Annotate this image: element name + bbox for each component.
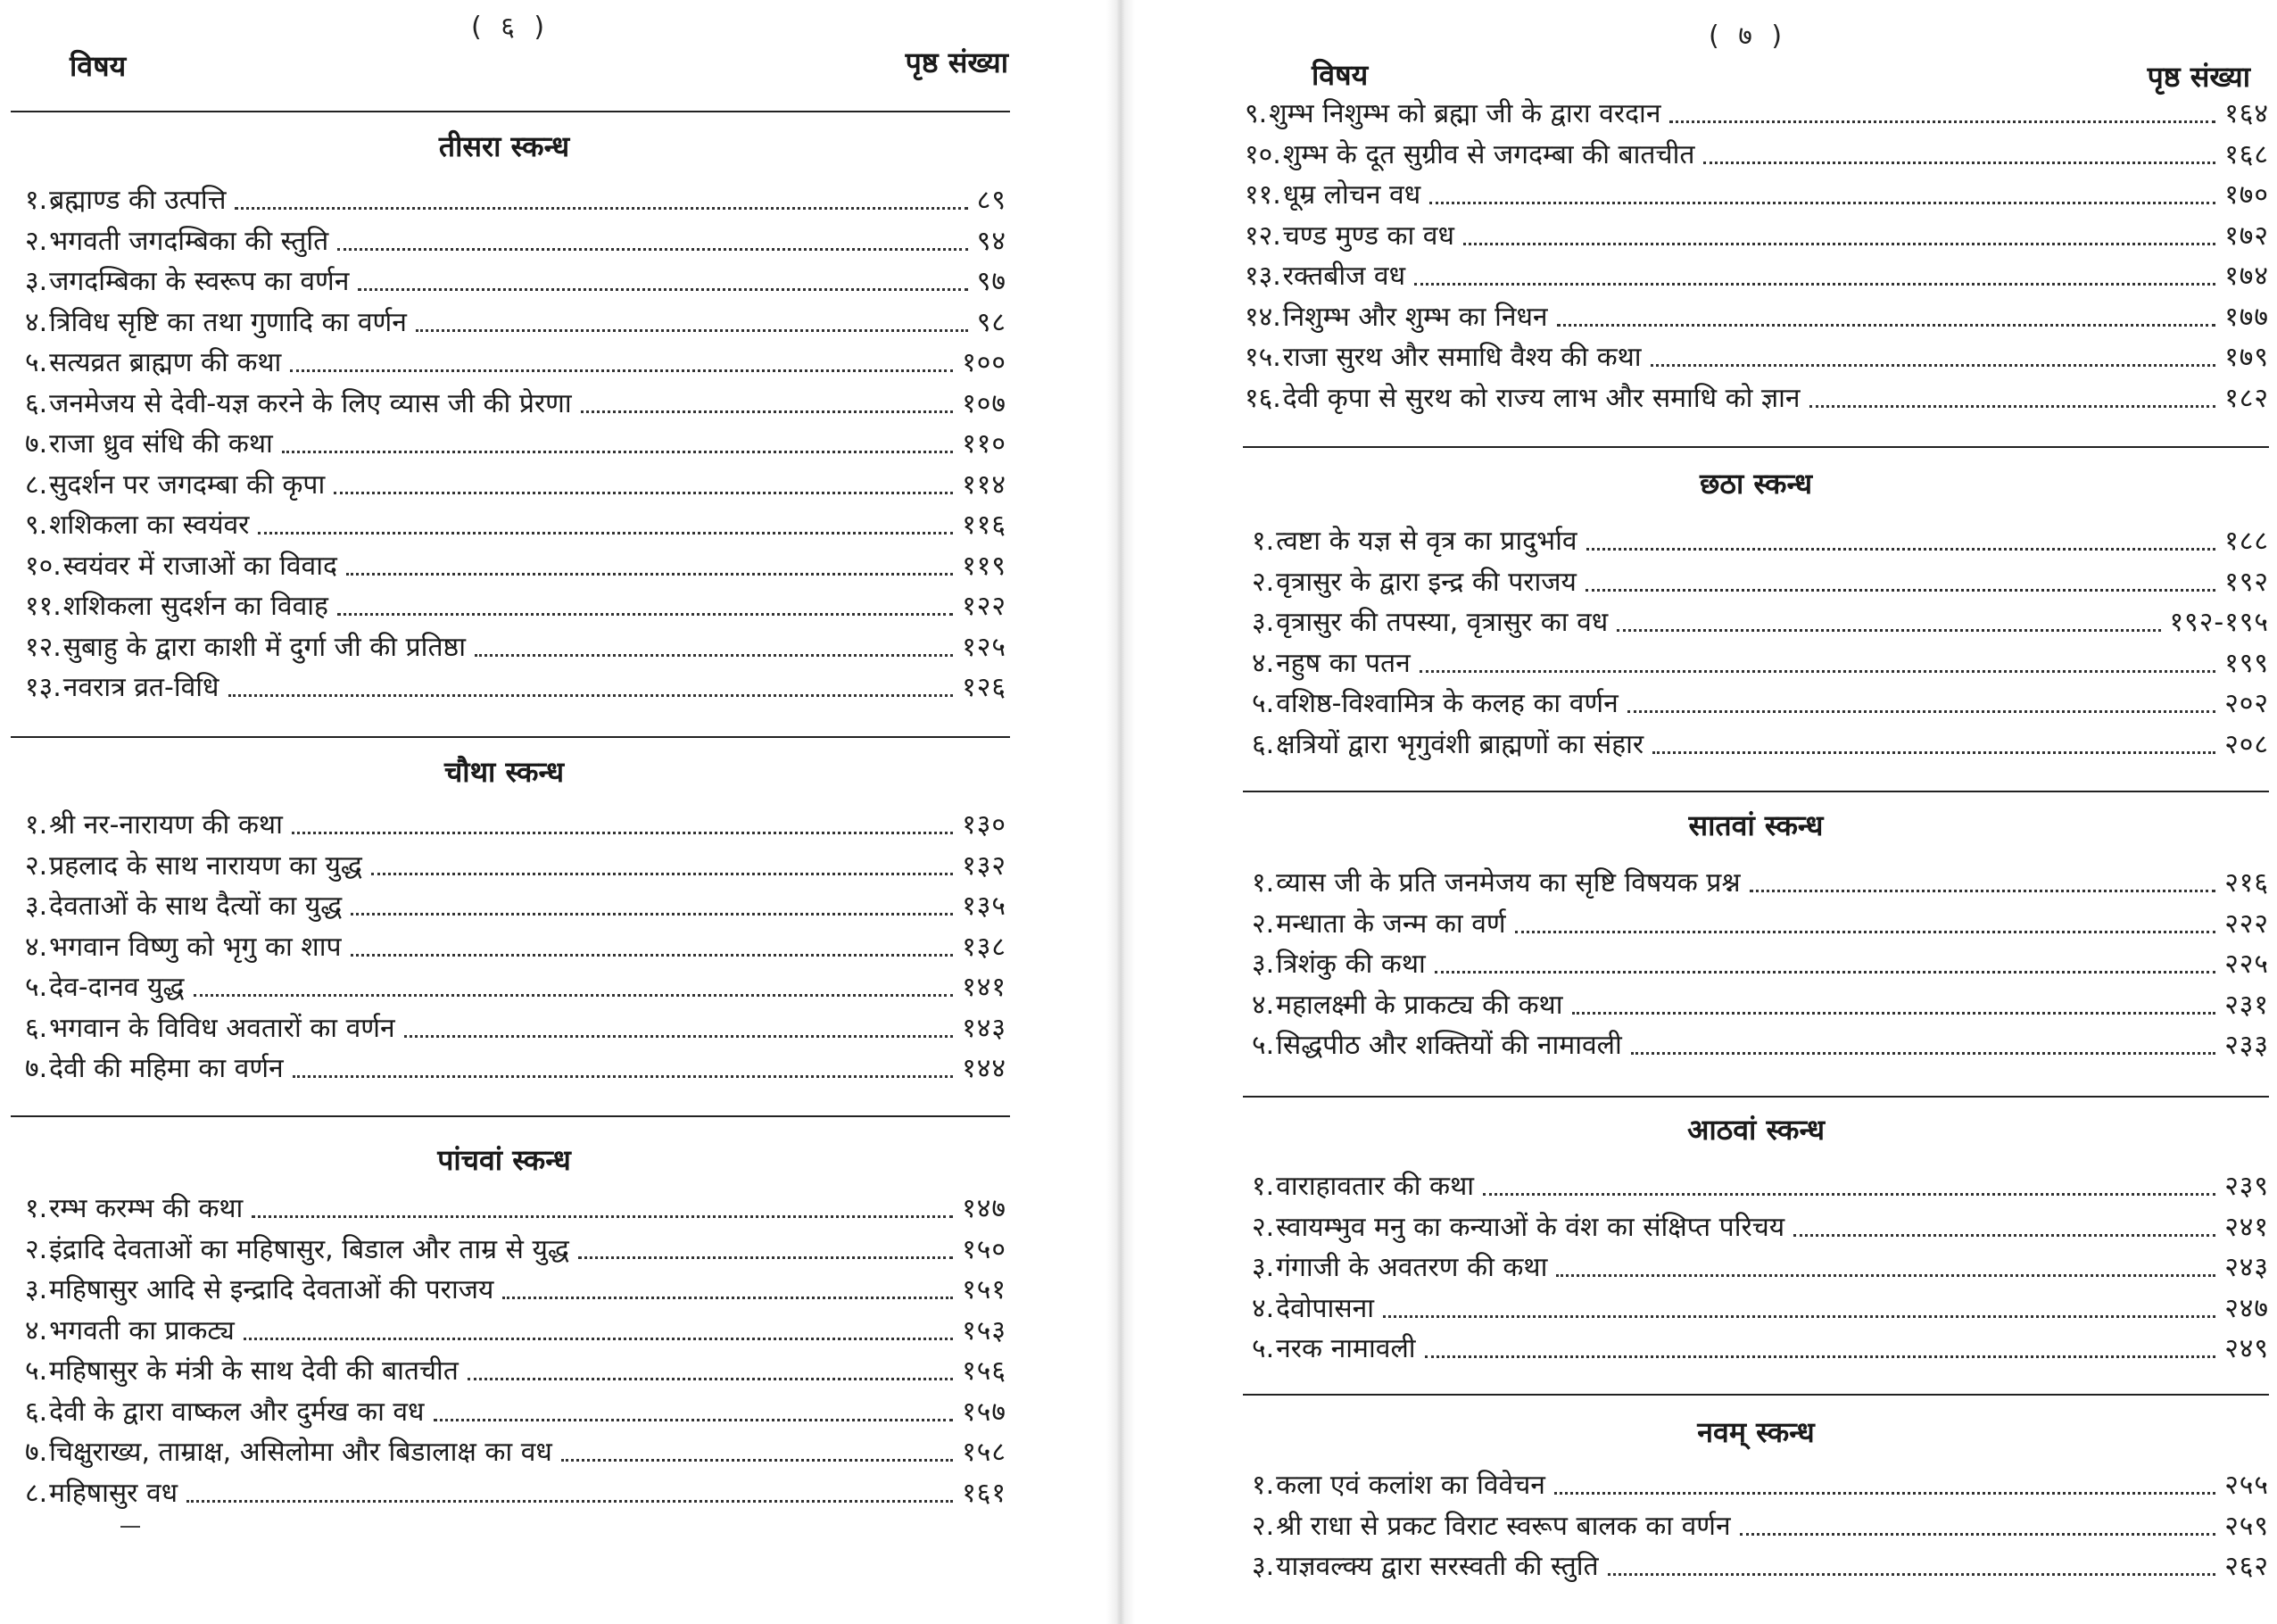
entry-number: ७. — [25, 1053, 48, 1084]
entry-title: जनमेजय से देवी-यज्ञ करने के लिए व्यास जी की प्रेरणा — [49, 387, 572, 419]
entry-number: ९. — [1245, 98, 1268, 129]
dot-leader — [1420, 670, 2215, 673]
toc-entry — [1245, 300, 2269, 336]
entry-page-number: २०८ — [2224, 728, 2269, 760]
toc-entry — [1252, 1509, 2269, 1545]
entry-page-number: २४७ — [2224, 1292, 2269, 1324]
section-divider — [1243, 1394, 2269, 1396]
left-page — [0, 0, 1115, 1624]
entry-number: ९. — [25, 510, 48, 541]
dot-leader — [1425, 1355, 2216, 1358]
entry-page-number: १२५ — [962, 631, 1006, 663]
entry-title: देवोपासना — [1276, 1292, 1375, 1324]
entry-title: भगवती जगदम्बिका की स्तुति — [49, 225, 329, 257]
entry-page-number: १५० — [962, 1233, 1006, 1265]
toc-entry — [25, 1191, 1006, 1227]
entry-number: १०. — [25, 550, 62, 582]
entry-title: महिषासुर वध — [49, 1477, 178, 1509]
section-title: छठा स्कन्ध — [1699, 467, 1813, 501]
dot-leader — [1463, 243, 2215, 245]
entry-number: १. — [1252, 526, 1275, 557]
dot-leader — [228, 694, 954, 697]
entry-title: रम्भ करम्भ की कथा — [49, 1193, 244, 1224]
dot-leader — [578, 1256, 953, 1259]
entry-number: ११. — [1245, 179, 1281, 211]
entry-number: १. — [25, 185, 48, 216]
entry-title: महालक्ष्मी के प्राकट्य की कथा — [1276, 989, 1563, 1021]
entry-number: ३. — [1252, 949, 1275, 980]
dot-leader — [404, 1035, 954, 1038]
entry-page-number: १५६ — [962, 1355, 1006, 1387]
dot-leader — [258, 532, 953, 534]
dot-leader — [1515, 931, 2216, 933]
entry-number: ८. — [25, 1477, 48, 1509]
entry-page-number: १५८ — [962, 1437, 1006, 1468]
section-divider — [11, 1115, 1010, 1117]
dot-leader — [292, 832, 953, 834]
entry-page-number: १५७ — [962, 1396, 1006, 1428]
toc-entry — [25, 589, 1006, 625]
dot-leader — [1627, 710, 2215, 713]
section-divider — [1243, 1096, 2269, 1098]
entry-page-number: १३८ — [962, 931, 1006, 963]
entry-title: इंद्रादि देवताओं का महिषासुर, बिडाल और ताम्र से युद्ध — [49, 1233, 569, 1265]
entry-page-number: १६१ — [962, 1477, 1006, 1509]
toc-entry — [1252, 1169, 2269, 1205]
entry-page-number: २२५ — [2224, 949, 2269, 980]
dot-leader — [1809, 405, 2216, 408]
entry-title: ब्रह्माण्ड की उत्पत्ति — [49, 185, 227, 216]
entry-page-number: २३३ — [2224, 1030, 2269, 1061]
entry-title: वृत्रासुर की तपस्या, वृत्रासुर का वध — [1276, 607, 1609, 638]
toc-entry — [1252, 686, 2269, 722]
toc-entry — [1252, 1549, 2269, 1585]
entry-number: ६. — [25, 387, 48, 419]
toc-entry — [25, 508, 1006, 543]
dot-leader — [1631, 1052, 2215, 1055]
right-page — [1120, 0, 2277, 1624]
toc-entry — [25, 1435, 1006, 1471]
page-count-column-header: पृष्ठ संख्या — [905, 46, 1008, 79]
entry-title: महिषासुर आदि से इन्द्रादि देवताओं की पराजय — [49, 1274, 494, 1305]
toc-entry — [1252, 1468, 2269, 1504]
entry-number: २. — [1252, 566, 1275, 598]
entry-number: ३. — [25, 266, 48, 297]
entry-title: सिद्धपीठ और शक्तियों की नामावली — [1276, 1030, 1622, 1061]
dot-leader — [346, 573, 953, 576]
entry-page-number: २४३ — [2224, 1252, 2269, 1283]
entry-page-number: २३९ — [2224, 1171, 2269, 1202]
toc-entry — [1245, 381, 2269, 417]
subject-column-header: विषय — [1312, 58, 1369, 92]
entry-title: वाराहावतार की कथा — [1276, 1171, 1475, 1202]
entry-page-number: १५१ — [962, 1274, 1006, 1305]
entry-title: शुम्भ निशुम्भ को ब्रह्मा जी के द्वारा वरदान — [1269, 98, 1661, 129]
entry-page-number: १७२ — [2224, 220, 2269, 252]
entry-title: वशिष्ठ-विश्वामित्र के कलह का वर्णन — [1276, 688, 1619, 719]
entry-title: देवी की महिमा का वर्णन — [49, 1053, 284, 1084]
toc-entry — [25, 386, 1006, 422]
entry-title: चण्ड मुण्ड का वध — [1282, 220, 1454, 252]
entry-number: ५. — [1252, 1030, 1275, 1061]
entry-page-number: ११९ — [962, 550, 1006, 582]
entry-page-number: १२२ — [962, 591, 1006, 622]
entry-page-number: ८९ — [976, 185, 1006, 216]
toc-entry — [25, 1011, 1006, 1047]
toc-entry — [25, 345, 1006, 381]
entry-title: याज्ञवल्क्य द्वारा सरस्वती की स्तुति — [1276, 1551, 1599, 1582]
scan-speck — [120, 1526, 140, 1528]
entry-page-number: २१६ — [2224, 867, 2269, 899]
entry-number: ४. — [1252, 647, 1275, 679]
dot-leader — [282, 451, 953, 453]
toc-entry — [1252, 727, 2269, 763]
dot-leader — [581, 410, 954, 413]
entry-title: महिषासुर के मंत्री के साथ देवी की बातचीत — [49, 1355, 459, 1387]
entry-page-number: १८८ — [2224, 526, 2269, 557]
entry-page-number: १६४ — [2224, 98, 2269, 129]
entry-number: २. — [1252, 1211, 1275, 1243]
entry-number: १. — [25, 1193, 48, 1224]
entry-number: १. — [1252, 867, 1275, 899]
dot-leader — [475, 654, 953, 657]
entry-title: शुम्भ के दूत सुग्रीव से जगदम्बा की बातचीत — [1282, 138, 1695, 170]
dot-leader — [1669, 120, 2215, 123]
entry-title: शशिकला का स्वयंवर — [49, 510, 250, 541]
toc-entry — [1252, 988, 2269, 1023]
section-title: तीसरा स्कन्ध — [438, 129, 570, 163]
toc-entry — [1252, 565, 2269, 601]
entry-page-number: ९७ — [976, 266, 1006, 297]
entry-number: ४. — [25, 931, 48, 963]
entry-title: भगवान विष्णु को भृगु का शाप — [49, 931, 342, 963]
toc-entry — [1245, 96, 2269, 132]
entry-number: ५. — [1252, 1333, 1275, 1364]
toc-entry — [25, 1232, 1006, 1268]
dot-leader — [252, 1215, 953, 1218]
dot-leader — [561, 1459, 953, 1462]
entry-page-number: १७९ — [2224, 342, 2269, 373]
entry-title: देवताओं के साथ दैत्यों का युद्ध — [49, 891, 343, 922]
entry-title: राजा ध्रुव संधि की कथा — [49, 428, 273, 460]
entry-page-number: २५५ — [2224, 1470, 2269, 1501]
subject-column-header: विषय — [70, 49, 127, 83]
dot-leader — [1586, 548, 2216, 551]
entry-title: क्षत्रियों द्वारा भृगुवंशी ब्राह्मणों का संहार — [1276, 728, 1644, 760]
toc-entry — [1245, 137, 2269, 173]
dot-leader — [337, 613, 953, 616]
toc-entry — [25, 468, 1006, 503]
entry-number: ७. — [25, 428, 48, 460]
dot-leader — [1793, 1234, 2215, 1237]
page-number: ( ६ ) — [471, 12, 551, 43]
entry-page-number: १४३ — [962, 1012, 1006, 1044]
entry-number: १३. — [25, 672, 62, 703]
dot-leader — [337, 248, 968, 251]
entry-title: राजा सुरथ और समाधि वैश्य की कथा — [1282, 342, 1642, 373]
entry-number: १२. — [25, 631, 62, 663]
toc-entry — [25, 630, 1006, 666]
dot-leader — [1740, 1533, 2216, 1536]
entry-number: ६. — [25, 1396, 48, 1428]
entry-page-number: २३१ — [2224, 989, 2269, 1021]
toc-entry — [25, 930, 1006, 965]
entry-number: १४. — [1245, 301, 1281, 333]
dot-leader — [468, 1378, 953, 1380]
entry-page-number: १३० — [962, 809, 1006, 841]
dot-leader — [1483, 1193, 2215, 1196]
toc-entry — [25, 1354, 1006, 1389]
entry-number: ८. — [25, 468, 48, 501]
entry-title: त्रिशंकु की कथा — [1276, 949, 1426, 980]
entry-number: ३. — [1252, 1252, 1275, 1283]
entry-number: ३. — [25, 891, 48, 922]
dot-leader — [334, 492, 953, 494]
entry-title: नहुष का पतन — [1276, 647, 1411, 679]
toc-entry — [25, 670, 1006, 706]
entry-page-number: १०७ — [962, 387, 1006, 419]
entry-title: शशिकला सुदर्शन का विवाह — [62, 591, 328, 622]
entry-page-number: ११४ — [962, 468, 1006, 501]
toc-entry — [1252, 646, 2269, 682]
toc-entry — [25, 1395, 1006, 1430]
entry-number: १६. — [1245, 382, 1281, 414]
entry-title: सत्यव्रत ब्राह्मण की कथा — [49, 347, 282, 378]
entry-number: ७. — [25, 1437, 48, 1468]
toc-entry — [1252, 1210, 2269, 1246]
entry-page-number: २०२ — [2224, 688, 2269, 719]
entry-page-number: १४४ — [962, 1053, 1006, 1084]
entry-number: ६. — [1252, 728, 1275, 760]
toc-entry — [25, 1272, 1006, 1308]
entry-title: श्री राधा से प्रकट विराट स्वरूप बालक का वर्णन — [1276, 1510, 1731, 1542]
section-title: सातवां स्कन्ध — [1688, 808, 1824, 842]
entry-title: स्वायम्भुव मनु का कन्याओं के वंश का संक्षिप्त परिचय — [1276, 1211, 1785, 1243]
entry-title: देवी कृपा से सुरथ को राज्य लाभ और समाधि को ज्ञान — [1282, 382, 1801, 414]
toc-entry — [25, 264, 1006, 300]
entry-title: निशुम्भ और शुम्भ का निधन — [1282, 301, 1548, 333]
entry-page-number: ९८ — [976, 306, 1006, 338]
dot-leader — [371, 873, 953, 875]
toc-entry — [25, 427, 1006, 462]
entry-number: १. — [25, 809, 48, 841]
entry-title: नरक नामावली — [1276, 1333, 1416, 1364]
toc-entry — [1245, 259, 2269, 294]
toc-entry — [1252, 947, 2269, 982]
toc-entry — [1245, 340, 2269, 376]
entry-page-number: १७४ — [2224, 261, 2269, 292]
entry-title: रक्तबीज वध — [1282, 261, 1406, 292]
entry-title: देव-दानव युद्ध — [49, 972, 185, 1003]
entry-title: वृत्रासुर के द्वारा इन्द्र की पराजय — [1276, 566, 1577, 598]
dot-leader — [416, 329, 968, 332]
dot-leader — [1414, 283, 2215, 286]
entry-number: २. — [25, 1233, 48, 1265]
dot-leader — [351, 954, 954, 957]
entry-title: त्रिविध सृष्टि का तथा गुणादि का वर्णन — [49, 306, 407, 338]
entry-title: सुदर्शन पर जगदम्बा की कृपा — [49, 468, 326, 501]
toc-entry — [25, 1313, 1006, 1349]
entry-page-number: १६८ — [2224, 138, 2269, 170]
entry-page-number: १३५ — [962, 891, 1006, 922]
dot-leader — [186, 1500, 953, 1503]
entry-number: १५. — [1245, 342, 1281, 373]
entry-title: सुबाहु के द्वारा काशी में दुर्गा जी की प्रतिष्ठा — [62, 631, 466, 663]
entry-title: त्वष्टा के यज्ञ से वृत्र का प्रादुर्भाव — [1276, 526, 1577, 557]
dot-leader — [351, 913, 953, 916]
entry-title: नवरात्र व्रत-विधि — [62, 672, 219, 703]
toc-entry — [25, 305, 1006, 341]
entry-number: ५. — [25, 972, 48, 1003]
entry-page-number: ११६ — [962, 510, 1006, 541]
entry-title: श्री नर-नारायण की कथा — [49, 809, 283, 841]
section-divider — [1243, 446, 2269, 448]
entry-title: गंगाजी के अवतरण की कथा — [1276, 1252, 1548, 1283]
entry-title: धूम्र लोचन वध — [1282, 179, 1421, 211]
dot-leader — [434, 1419, 954, 1421]
entry-title: भगवती का प्राकट्य — [49, 1314, 235, 1346]
entry-number: १. — [1252, 1470, 1275, 1501]
toc-entry — [1252, 866, 2269, 901]
entry-number: २. — [25, 225, 48, 257]
dot-leader — [244, 1338, 953, 1340]
entry-number: १२. — [1245, 220, 1281, 252]
entry-page-number: ९४ — [976, 225, 1006, 257]
entry-number: ५. — [25, 347, 48, 378]
dot-leader — [1557, 324, 2216, 327]
entry-number: ५. — [25, 1355, 48, 1387]
dot-leader — [1703, 162, 2215, 164]
entry-page-number: २४९ — [2224, 1333, 2269, 1364]
section-divider — [11, 111, 1010, 112]
entry-number: २. — [25, 849, 48, 882]
entry-title: भगवान के विविध अवतारों का वर्णन — [49, 1012, 395, 1044]
entry-title: चिक्षुराख्य, ताम्राक्ष, असिलोमा और बिडालाक्ष का वध — [49, 1437, 552, 1468]
toc-entry — [1252, 524, 2269, 559]
entry-page-number: १७० — [2224, 179, 2269, 211]
entry-page-number: १९९ — [2224, 647, 2269, 679]
entry-page-number: १९२ — [2224, 566, 2269, 598]
toc-entry — [25, 808, 1006, 843]
entry-page-number: ११० — [962, 428, 1006, 460]
toc-entry — [1252, 1028, 2269, 1064]
toc-entry — [25, 183, 1006, 219]
section-divider — [1243, 791, 2269, 792]
section-title: पांचवां स्कन्ध — [437, 1143, 571, 1177]
entry-title: कला एवं कलांश का विवेचन — [1276, 1470, 1545, 1501]
toc-entry — [1245, 219, 2269, 254]
dot-leader — [1556, 1274, 2215, 1277]
entry-number: ३. — [25, 1274, 48, 1305]
dot-leader — [290, 369, 953, 372]
dot-leader — [1586, 589, 2215, 592]
toc-entry — [25, 224, 1006, 260]
dot-leader — [1617, 629, 2160, 632]
entry-title: स्वयंवर में राजाओं का विवाद — [62, 550, 337, 582]
entry-number: १०. — [1245, 138, 1281, 170]
entry-number: ४. — [1252, 989, 1275, 1021]
dot-leader — [502, 1297, 953, 1299]
section-title: चौथा स्कन्ध — [443, 755, 565, 789]
entry-number: ४. — [1252, 1292, 1275, 1324]
page-count-column-header: पृष्ठ संख्या — [2147, 60, 2250, 94]
entry-title: मन्धाता के जन्म का वर्ण — [1276, 907, 1506, 940]
entry-title: जगदम्बिका के स्वरूप का वर्णन — [49, 266, 350, 297]
dot-leader — [1383, 1315, 2215, 1318]
dot-leader — [194, 994, 954, 997]
entry-number: ११. — [25, 591, 62, 622]
dot-leader — [1750, 890, 2216, 892]
toc-entry — [1252, 1250, 2269, 1286]
dot-leader — [358, 288, 967, 291]
toc-entry — [25, 549, 1006, 584]
toc-entry — [25, 889, 1006, 924]
entry-number: ४. — [25, 306, 48, 338]
entry-number: २. — [1252, 907, 1275, 940]
dot-leader — [1554, 1492, 2215, 1495]
entry-page-number: १५३ — [962, 1314, 1006, 1346]
entry-page-number: २४१ — [2224, 1211, 2269, 1243]
toc-entry — [1252, 605, 2269, 641]
entry-page-number: २६२ — [2224, 1551, 2269, 1582]
entry-number: ६. — [25, 1012, 48, 1044]
entry-number: १. — [1252, 1171, 1275, 1202]
dot-leader — [1651, 364, 2216, 367]
entry-number: २. — [1252, 1510, 1275, 1542]
toc-entry — [25, 1051, 1006, 1087]
section-title: आठवां स्कन्ध — [1686, 1113, 1826, 1147]
section-divider — [11, 736, 1010, 738]
dot-leader — [293, 1075, 954, 1078]
dot-leader — [1429, 202, 2215, 204]
toc-entry — [1252, 1291, 2269, 1327]
entry-number: ५. — [1252, 688, 1275, 719]
entry-page-number: २५९ — [2224, 1510, 2269, 1542]
toc-entry — [25, 970, 1006, 1006]
entry-number: ३. — [1252, 1551, 1275, 1582]
entry-page-number: १८२ — [2224, 382, 2269, 414]
dot-leader — [1652, 751, 2215, 754]
entry-title: प्रहलाद के साथ नारायण का युद्ध — [49, 849, 362, 882]
dot-leader — [235, 207, 967, 210]
entry-page-number: १०० — [962, 347, 1006, 378]
toc-entry — [1245, 178, 2269, 213]
section-title: नवम् स्कन्ध — [1697, 1415, 1815, 1449]
entry-page-number: १२६ — [962, 672, 1006, 703]
entry-title: देवी के द्वारा वाष्कल और दुर्मख का वध — [49, 1396, 425, 1428]
entry-page-number: १९२-१९५ — [2169, 607, 2269, 638]
entry-title: व्यास जी के प्रति जनमेजय का सृष्टि विषयक प्रश्न — [1276, 867, 1741, 899]
entry-page-number: १७७ — [2224, 301, 2269, 333]
entry-page-number: २२२ — [2224, 907, 2269, 940]
entry-page-number: १४७ — [962, 1193, 1006, 1224]
toc-entry — [1252, 907, 2269, 942]
entry-page-number: १३२ — [962, 849, 1006, 882]
dot-leader — [1435, 971, 2215, 974]
toc-entry — [1252, 1331, 2269, 1367]
dot-leader — [1608, 1573, 2216, 1576]
toc-entry — [25, 1476, 1006, 1512]
toc-entry — [25, 849, 1006, 884]
dot-leader — [1572, 1012, 2216, 1015]
entry-number: ३. — [1252, 607, 1275, 638]
entry-number: १३. — [1245, 261, 1281, 292]
entry-number: ४. — [25, 1314, 48, 1346]
page-number: ( ७ ) — [1709, 21, 1788, 52]
entry-page-number: १४१ — [962, 972, 1006, 1003]
